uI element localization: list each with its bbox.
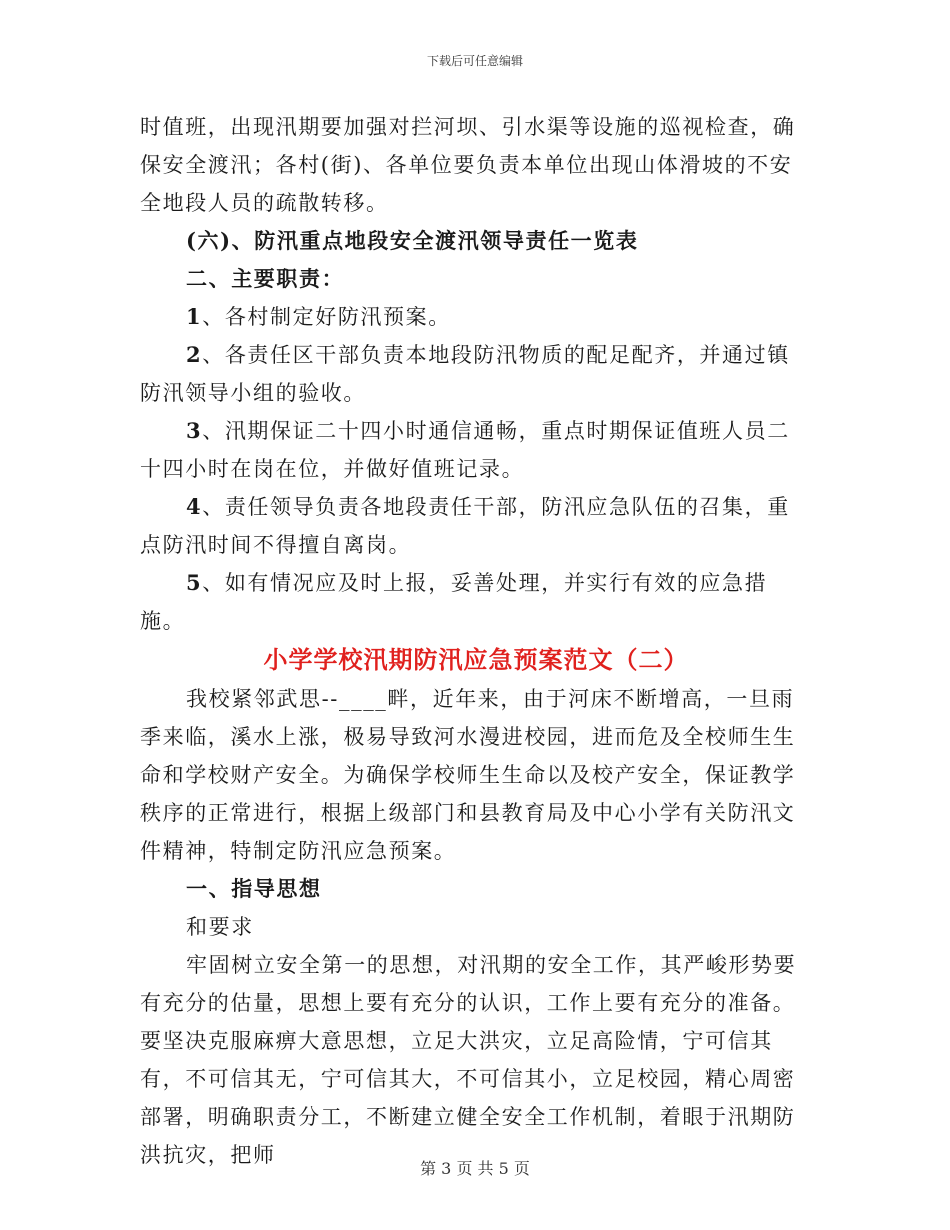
list-item-4 bbox=[140, 488, 812, 564]
list-item-5 bbox=[140, 564, 812, 640]
list-item-text: 、如有情况应及时上报，妥善处理，并实行有效的应急措施。 bbox=[140, 571, 768, 633]
list-item-text: 、责任领导负责各地段责任干部，防汛应急队伍的召集，重点防汛时间不得擅自离岗。 bbox=[140, 495, 790, 557]
list-item-text: 、各责任区干部负责本地段防汛物质的配足配齐，并通过镇防汛领导小组的验收。 bbox=[140, 343, 790, 405]
list-item-3 bbox=[140, 412, 812, 488]
page-number: 第 3 页 共 5 页 bbox=[420, 1159, 530, 1178]
list-item-text: 、汛期保证二十四小时通信通畅，重点时期保证值班人员二十四小时在岗在位，并做好值班记录。 bbox=[140, 419, 790, 481]
intro-paragraph: 我校紧邻武思--____畔，近年来，由于河床不断增高，一旦雨季来临，溪水上涨，极易导致河水漫进校园，进而危及全校师生生命和学校财产安全。为确保学校师生生命以及校产安全，保证教学秩序的正常进行，根据上级部门和县教育局及中心小学有关防汛文件精神，特制定防汛应急预案。 bbox=[140, 687, 796, 863]
list-item-1 bbox=[140, 298, 812, 336]
paragraph-safety-first: 牢固树立安全第一的思想，对汛期的安全工作，其严峻形势要有充分的估量，思想上要有充分的认识，工作上要有充分的准备。要坚决克服麻痹大意思想，立足大洪灾，立足高险情，宁可信其有，不可信其无，宁可信其大，不可信其小，立足校园，精心周密部署，明确职责分工，不断建立健全安全工作机制，着眼于汛期防洪抗灾，把师 bbox=[140, 953, 797, 1167]
list-item-number: 3 bbox=[186, 418, 203, 443]
list-item-text: 、各村制定好防汛预案。 bbox=[202, 305, 451, 329]
paragraph-continued: 时值班，出现汛期要加强对拦河坝、引水渠等设施的巡视检查，确保安全渡汛；各村(街)、各单位要负责本单位出现山体滑坡的不安全地段人员的疏散转移。 bbox=[140, 115, 796, 215]
list-item-number: 5 bbox=[186, 570, 203, 595]
paragraph-and-requirements: 和要求 bbox=[186, 915, 254, 939]
list-item-number: 1 bbox=[186, 304, 203, 329]
list-item-2 bbox=[140, 336, 812, 412]
list-item-number: 4 bbox=[186, 494, 203, 519]
heading-main-duties: 二、主要职责： bbox=[186, 266, 345, 291]
section-title: 小学学校汛期防汛应急预案范文（二） bbox=[263, 645, 689, 674]
list-item-number: 2 bbox=[186, 342, 203, 367]
subheading-six: (六)、防汛重点地段安全渡汛领导责任一览表 bbox=[186, 228, 639, 253]
page-header-note: 下载后可任意编辑 bbox=[426, 54, 523, 68]
document-body bbox=[140, 108, 812, 1174]
heading-guiding-thought: 一、指导思想 bbox=[186, 876, 322, 901]
